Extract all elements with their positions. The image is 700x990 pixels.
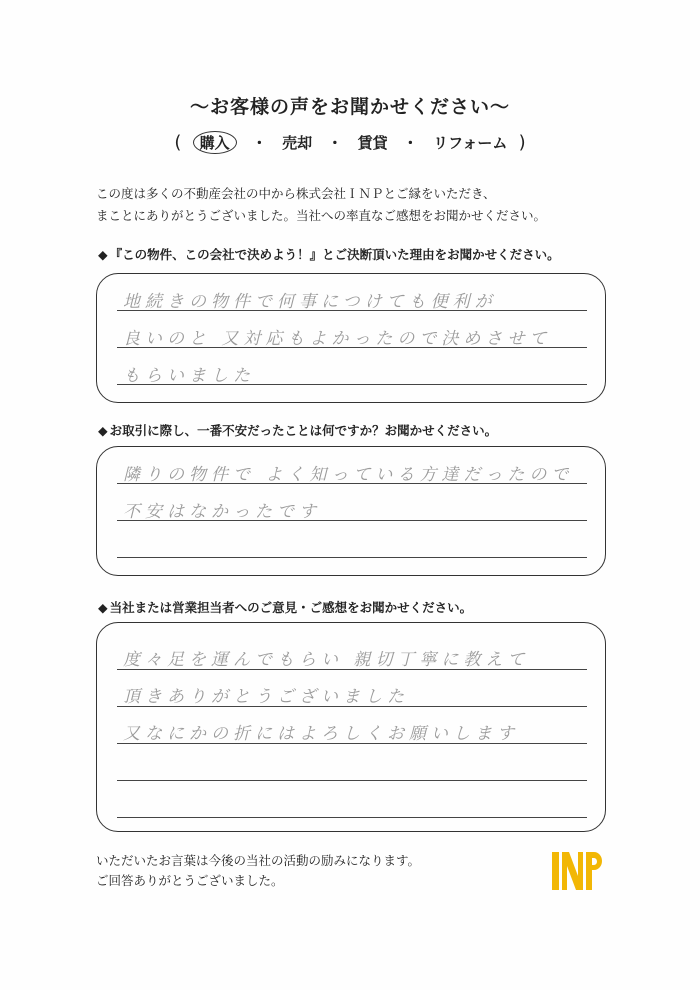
handwritten-answer-line: 隣りの物件で よく知っている方達だったので	[123, 465, 574, 485]
ruled-line	[117, 817, 587, 818]
ruled-line	[117, 557, 587, 558]
category-rental: 賃貸	[357, 134, 388, 152]
question-text: 『この物件、この会社で決めよう！』とご決断頂いた理由をお聞かせください。	[109, 247, 560, 262]
inp-logo-icon	[552, 850, 602, 892]
footer-line: いただいたお言葉は今後の当社の活動の励みになります。	[96, 853, 421, 868]
handwritten-answer-line: 地続きの物件で何事につけても便利が	[123, 292, 497, 312]
question-text: お取引に際し、一番不安だったことは何ですか？お聞かせください。	[109, 423, 498, 438]
footer-line: ご回答ありがとうございました。	[96, 873, 284, 888]
question-3	[98, 598, 472, 616]
question-1	[98, 245, 560, 263]
answer-box-1	[96, 273, 606, 403]
handwritten-answer-line: 不安はなかったです	[123, 502, 321, 522]
separator: ・	[251, 134, 267, 152]
inp-logo	[552, 848, 602, 892]
handwritten-answer-line: 度々足を運んでもらい 親切丁寧に教えて	[123, 650, 530, 670]
handwritten-answer-line: もらいました	[123, 366, 255, 386]
handwritten-answer-line: 又なにかの折にはよろしくお願いします	[123, 724, 519, 744]
answer-box-3	[96, 622, 606, 832]
footer-text	[96, 851, 496, 891]
intro-line: この度は多くの不動産会社の中から株式会社ＩＮＰとご縁をいただき、	[96, 186, 496, 201]
category-sale: 売却	[282, 134, 313, 152]
question-2	[98, 421, 497, 439]
separator: ・	[327, 134, 343, 152]
diamond-bullet-icon: ◆	[98, 247, 108, 262]
paren-close: )	[518, 132, 526, 153]
separator: ・	[402, 134, 418, 152]
ruled-line	[117, 780, 587, 781]
answer-box-2	[96, 446, 606, 576]
category-selector	[0, 131, 700, 154]
category-reform: リフォーム	[433, 134, 508, 152]
handwritten-answer-line: 良いのと 又対応もよかったので決めさせて	[123, 329, 552, 349]
paren-open: (	[174, 132, 182, 153]
page-title: ～お客様の声をお聞かせください～	[189, 96, 510, 118]
diamond-bullet-icon: ◆	[98, 600, 108, 615]
question-text: 当社または営業担当者へのご意見・ご感想をお聞かせください。	[109, 600, 473, 615]
diamond-bullet-icon: ◆	[98, 423, 108, 438]
handwritten-answer-line: 頂きありがとうございました	[123, 687, 409, 707]
intro-text	[96, 183, 636, 227]
intro-line: まことにありがとうございました。当社への率直なご感想をお聞かせください。	[96, 208, 547, 223]
category-purchase-selected: 購入	[193, 131, 237, 154]
